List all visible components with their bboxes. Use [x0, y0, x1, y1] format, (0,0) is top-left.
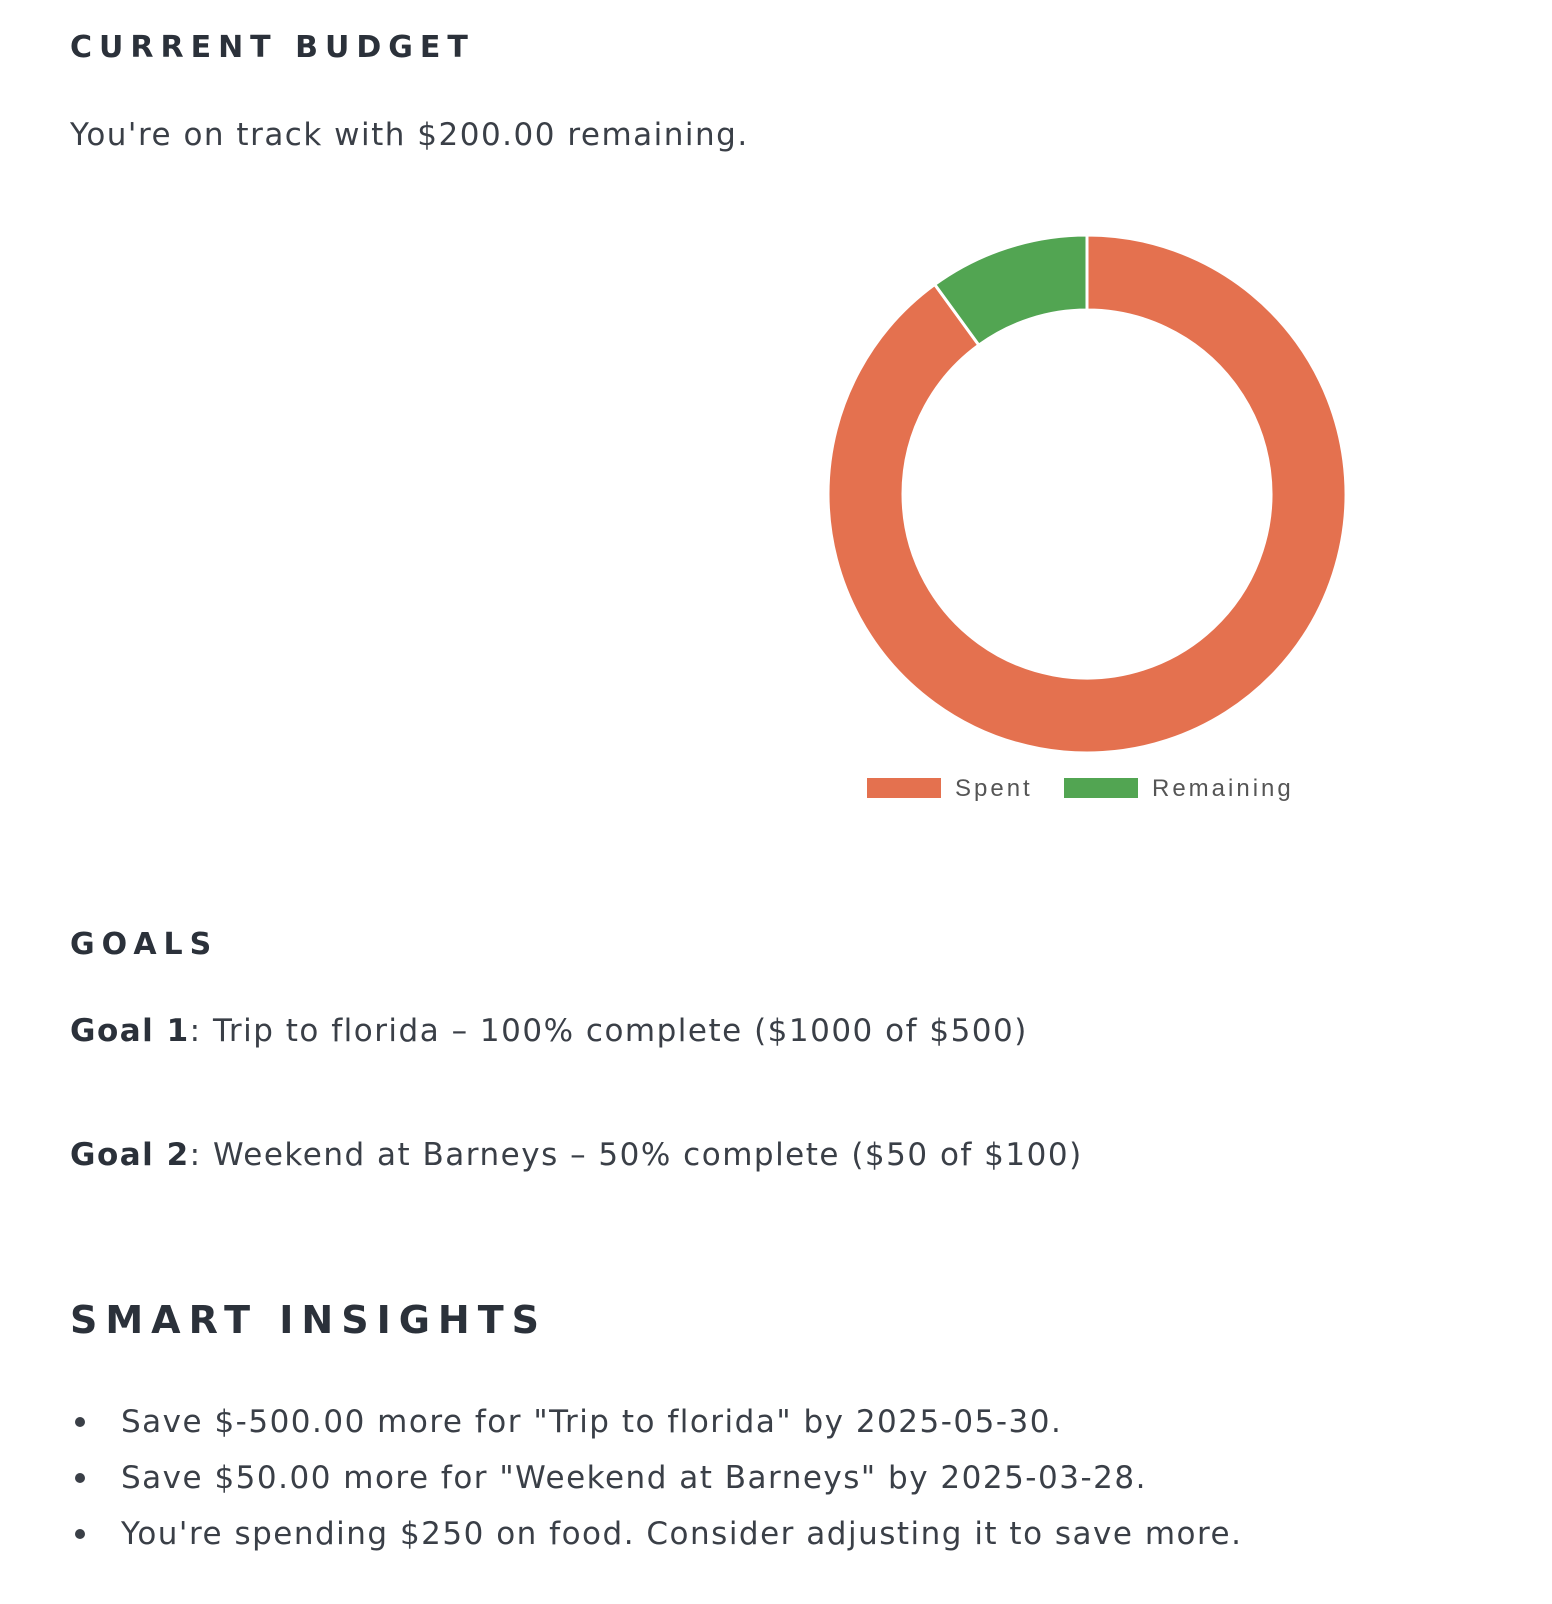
budget-doughnut-chart — [820, 225, 1360, 825]
legend-label-remaining[interactable]: Remaining — [1152, 775, 1294, 802]
doughnut-slice-spent[interactable] — [828, 235, 1346, 753]
budget-chart-svg — [820, 225, 1360, 825]
bullet-icon — [75, 1473, 85, 1483]
insight-text: You're spending $250 on food. Consider adjusting it to save more. — [121, 1516, 1243, 1552]
legend-swatch-remaining[interactable] — [1064, 778, 1138, 798]
goal-label: Goal 1 — [70, 1013, 190, 1049]
insights-list — [70, 1397, 1242, 1565]
insight-item — [70, 1397, 1242, 1453]
goal-item-1 — [70, 1013, 1028, 1049]
goal-text: : Weekend at Barneys – 50% complete ($50 of $100) — [189, 1137, 1083, 1173]
insight-text: Save $-500.00 more for "Trip to florida" by 2025-05-30. — [121, 1404, 1063, 1440]
bullet-icon — [75, 1529, 85, 1539]
goal-item-2 — [70, 1137, 1083, 1173]
goal-label: Goal 2 — [70, 1137, 190, 1173]
insight-item — [70, 1509, 1242, 1565]
budget-status-text: You're on track with $200.00 remaining. — [70, 117, 749, 153]
legend-swatch-spent[interactable] — [867, 778, 941, 798]
bullet-icon — [75, 1417, 85, 1427]
goals-heading: GOALS — [70, 927, 219, 962]
insight-item — [70, 1453, 1242, 1509]
budget-heading: CURRENT BUDGET — [70, 30, 475, 65]
insights-heading: SMART INSIGHTS — [70, 1298, 548, 1342]
insight-text: Save $50.00 more for "Weekend at Barneys" by 2025-03-28. — [121, 1460, 1147, 1496]
legend-label-spent[interactable]: Spent — [955, 775, 1033, 802]
goal-text: : Trip to florida – 100% complete ($1000 of $500) — [189, 1013, 1028, 1049]
